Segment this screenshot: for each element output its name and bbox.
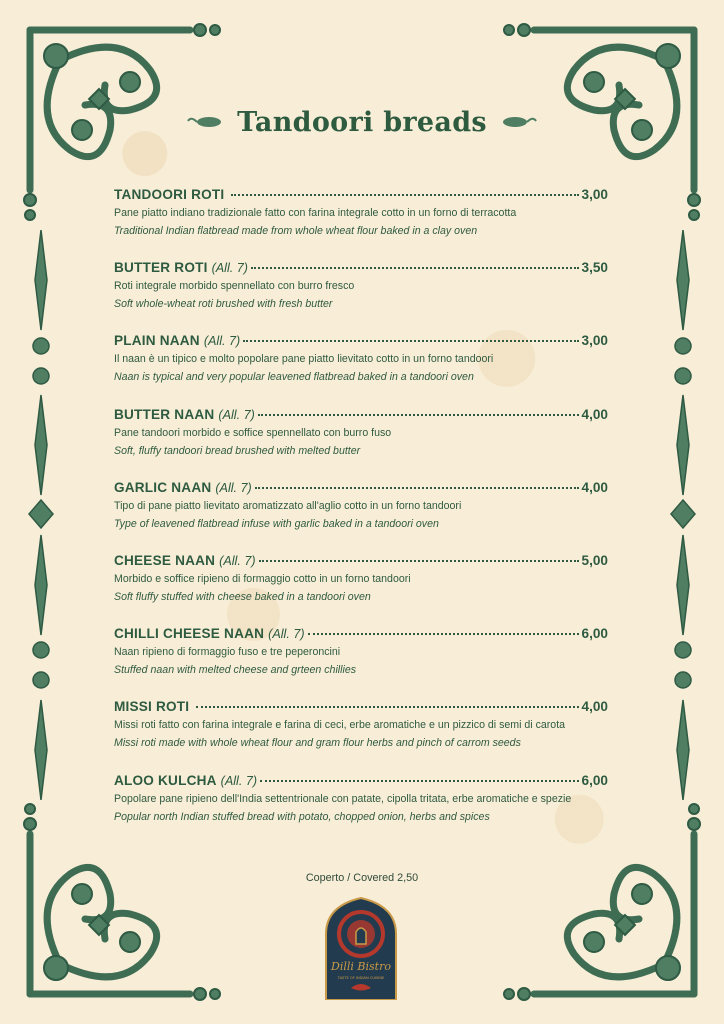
logo-name: Dilli Bistro [331, 960, 391, 973]
restaurant-logo [320, 894, 402, 1000]
item-name: BUTTER ROTI [114, 260, 208, 276]
menu-item [114, 479, 608, 552]
item-description-en: Naan is typical and very popular leavened flatbread baked in a tandoori oven [114, 371, 474, 384]
leader-dots [255, 487, 579, 489]
leader-dots [308, 633, 579, 635]
leader-dots [260, 780, 579, 782]
menu-item [114, 332, 608, 405]
item-description-it: Il naan è un tipico e molto popolare pane piatto lievitato cotto in un forno tandoori [114, 353, 494, 366]
item-name: BUTTER NAAN [114, 406, 215, 422]
menu-list [114, 186, 608, 845]
item-price: 6,00 [581, 626, 608, 642]
menu-item [114, 186, 608, 259]
item-description-en: Popular north Indian stuffed bread with potato, chopped onion, herbs and spices [114, 810, 490, 823]
menu-item [114, 772, 608, 845]
item-name: CHEESE NAAN [114, 552, 216, 568]
leader-dots [243, 340, 578, 342]
item-description-it: Pane piatto indiano tradizionale fatto con farina integrale cotto in un forno di terracotta [114, 207, 517, 219]
item-allergen: (All. 7) [219, 553, 256, 568]
menu-item [114, 259, 608, 332]
item-allergen: (All. 7) [218, 407, 255, 422]
cover-charge: Coperto / Covered 2,50 [305, 872, 419, 884]
item-description-en: Traditional Indian flatbread made from whole wheat flour baked in a clay oven [114, 225, 478, 237]
menu-item [114, 406, 608, 479]
item-allergen: (All. 7) [215, 480, 252, 495]
item-price: 3,00 [581, 187, 608, 202]
side-border-right [668, 230, 698, 800]
leader-dots [251, 267, 579, 269]
item-name: GARLIC NAAN [114, 479, 212, 495]
item-description-en: Soft whole-wheat roti brushed with fresh butter [114, 298, 333, 311]
menu-item [114, 698, 608, 771]
item-allergen: (All. 7) [220, 773, 258, 788]
item-description-it: Pane tandoori morbido e soffice spennellato con burro fuso [114, 426, 392, 439]
leader-dots [259, 560, 579, 562]
menu-item [114, 625, 608, 698]
item-price: 6,00 [581, 772, 608, 788]
item-description-it: Missi roti fatto con farina integrale e farina di ceci, erbe aromatiche e un pizzico di semi di carota [114, 719, 566, 732]
item-allergen: (All. 7) [203, 334, 241, 349]
item-price: 4,00 [581, 406, 608, 422]
item-description-en: Missi roti made with whole wheat flour and gram flour herbs and pinch of carrom seeds [114, 737, 521, 750]
leader-dots [231, 194, 578, 196]
side-border-left [26, 230, 56, 800]
item-description-en: Soft, fluffy tandoori bread brushed with melted butter [114, 444, 361, 457]
leader-dots [196, 706, 578, 708]
item-description-en: Soft fluffy stuffed with cheese baked in a tandoori oven [114, 590, 371, 603]
item-description-it: Naan ripieno di formaggio fuso e tre peperoncini [114, 646, 341, 659]
leader-dots [258, 414, 579, 416]
item-name: TANDOORI ROTI [114, 187, 225, 202]
item-description-en: Type of leavened flatbread infuse with garlic baked in a tandoori oven [114, 517, 439, 530]
item-name: ALOO KULCHA [114, 772, 217, 788]
menu-item [114, 552, 608, 625]
item-allergen: (All. 7) [268, 627, 305, 642]
item-name: PLAIN NAAN [114, 333, 200, 349]
item-price: 3,50 [581, 260, 608, 276]
logo-tagline: TASTE OF INDIAN CUISINE [337, 976, 385, 980]
item-description-it: Popolare pane ripieno dell'India settentrionale con patate, cipolla tritata, erbe aromatiche e spezie [114, 792, 572, 805]
item-description-it: Morbido e soffice ripieno di formaggio cotto in un forno tandoori [114, 572, 411, 585]
item-price: 4,00 [581, 479, 608, 495]
title-flourish-right-icon [501, 115, 537, 129]
item-price: 3,00 [581, 333, 608, 349]
item-description-it: Tipo di pane piatto lievitato aromatizzato all'aglio cotto in un forno tandoori [114, 499, 462, 512]
title-flourish-left-icon [187, 115, 223, 129]
item-price: 4,00 [581, 699, 608, 715]
item-allergen: (All. 7) [211, 261, 248, 276]
item-description-en: Stuffed naan with melted cheese and grteen chillies [114, 664, 357, 677]
title-bar [0, 102, 724, 142]
item-description-it: Roti integrale morbido spennellato con burro fresco [114, 280, 355, 293]
item-name: MISSI ROTI [114, 699, 190, 715]
item-price: 5,00 [581, 552, 608, 568]
item-name: CHILLI CHEESE NAAN [114, 626, 265, 642]
page-title: Tandoori breads [237, 106, 487, 138]
